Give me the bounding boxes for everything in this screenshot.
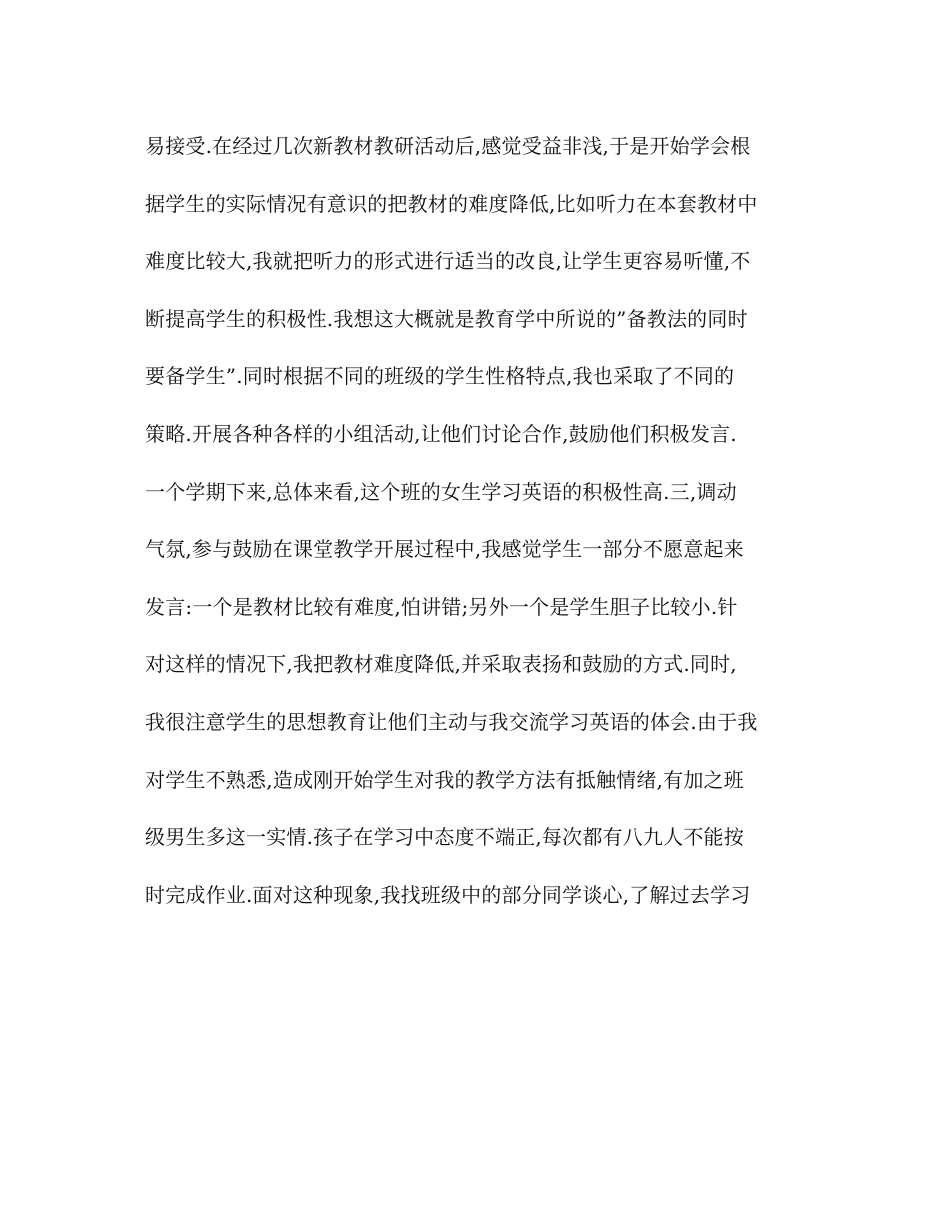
text-line-10: 对这样的情况下,我把教材难度降低,并采取表扬和鼓励的方式.同时, <box>145 652 737 677</box>
text-line-4: 断提高学生的积极性.我想这大概就是教育学中所说的”备教法的同时 <box>145 306 748 331</box>
text-line-8: 气氛,参与鼓励在课堂教学开展过程中,我感觉学生一部分不愿意起来 <box>145 537 744 562</box>
text-line-11: 我很注意学生的思想教育让他们主动与我交流学习英语的体会.由于我 <box>145 709 758 734</box>
text-line-5: 要备学生”.同时根据不同的班级的学生性格特点,我也采取了不同的 <box>145 364 735 389</box>
text-line-14: 时完成作业.面对这种现象,我找班级中的部分同学谈心,了解过去学习 <box>145 882 751 907</box>
body-text <box>145 118 825 924</box>
text-line-7: 一个学期下来,总体来看,这个班的女生学习英语的积极性高.三,调动 <box>145 479 737 504</box>
text-line-12: 对学生不熟悉,造成刚开始学生对我的教学方法有抵触情绪,有加之班 <box>145 767 744 792</box>
text-line-9: 发言:一个是教材比较有难度,怕讲错;另外一个是学生胆子比较小.针 <box>145 594 738 619</box>
text-line-6: 策略.开展各种各样的小组活动,让他们讨论合作,鼓励他们积极发言. <box>145 421 737 446</box>
text-line-1: 易接受.在经过几次新教材教研活动后,感觉受益非浅,于是开始学会根 <box>145 134 751 158</box>
text-line-3: 难度比较大,我就把听力的形式进行适当的改良,让学生更容易听懂,不 <box>145 249 751 274</box>
text-line-2: 据学生的实际情况有意识的把教材的难度降低,比如听力在本套教材中 <box>145 191 758 216</box>
text-line-13: 级男生多这一实情.孩子在学习中态度不端正,每次都有八九人不能按 <box>145 825 744 850</box>
